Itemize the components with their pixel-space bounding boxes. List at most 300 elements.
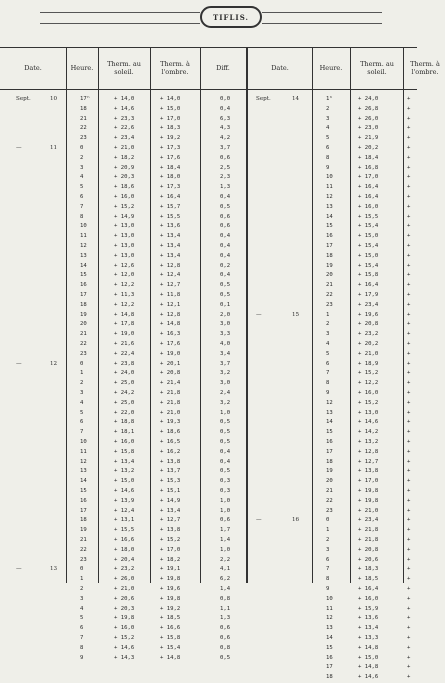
cell-hour: 14 [326, 635, 333, 641]
cell-therm-soleil: + 16,0 [358, 390, 379, 396]
cell-therm-soleil: + 19,6 [358, 311, 379, 318]
table-row [0, 320, 417, 330]
cell-therm-soleil: + 12,7 [358, 458, 379, 465]
cell-hour: 3 [80, 595, 84, 602]
cell-therm-ombre: + 17,6 [160, 154, 181, 161]
table-row [0, 428, 417, 438]
cell-therm-soleil: + 15,4 [358, 223, 379, 230]
cell-therm-soleil: + 23,4 [358, 301, 379, 308]
header-therm-soleil-right: Therm. au soleil. [360, 60, 394, 76]
cell-therm-soleil: + 21,8 [358, 527, 379, 534]
cell-hour: 1ʰ [326, 96, 333, 102]
ornament-right [262, 12, 382, 24]
cell-hour: 8 [326, 380, 330, 387]
cell-diff: 0,5 [220, 468, 231, 475]
cell-therm-soleil: + 16,0 [114, 439, 135, 445]
cell-hour: 22 [326, 292, 333, 298]
cell-therm-soleil: + 20,6 [114, 595, 135, 602]
cell-therm-soleil: + 12,6 [114, 262, 135, 269]
cell-therm-soleil: + 14,8 [114, 311, 135, 318]
cell-therm-soleil: + 13,0 [114, 243, 135, 249]
cell-therm-soleil: + 12,8 [358, 448, 379, 455]
cell-hour: 12 [326, 399, 333, 406]
header-bottom-rule [0, 89, 417, 90]
cell-therm-soleil: + 15,0 [358, 252, 379, 259]
cell-diff: 0,4 [220, 252, 231, 259]
table-row [0, 585, 417, 595]
cell-diff: 4,1 [220, 566, 231, 573]
cell-diff: 1,0 [220, 409, 231, 416]
cell-hour: 19 [80, 311, 87, 318]
cell-therm-ombre: + 14,0 [160, 96, 181, 102]
cell-diff: 6,2 [220, 576, 231, 583]
cell-therm-soleil: + 23,8 [114, 360, 135, 367]
cell-therm-soleil: + 19,8 [358, 497, 379, 504]
cell-therm-ombre-sign: + [407, 556, 411, 563]
cell-therm-soleil: + 17,9 [358, 292, 379, 298]
table-row [0, 95, 417, 105]
cell-hour: 15 [80, 272, 87, 279]
cell-hour: 11 [80, 233, 87, 240]
cell-day: 12 [50, 360, 58, 367]
cell-hour: 3 [80, 390, 84, 396]
cell-therm-soleil: + 16,4 [358, 184, 379, 191]
cell-therm-soleil: + 22,6 [114, 125, 135, 132]
cell-therm-soleil: + 23,0 [358, 125, 379, 132]
table-row [0, 467, 417, 477]
cell-therm-soleil: + 16,0 [358, 203, 379, 210]
cell-diff: 0,6 [220, 517, 231, 524]
cell-hour: 14 [80, 478, 87, 485]
cell-therm-soleil: + 14,9 [114, 213, 135, 220]
cell-therm-ombre: + 18,0 [160, 174, 181, 181]
cell-hour: 21 [80, 331, 87, 338]
cell-month: — [16, 145, 22, 151]
cell-therm-ombre-sign: + [407, 635, 411, 641]
cell-therm-ombre-sign: + [407, 576, 411, 583]
cell-therm-soleil: + 14,6 [358, 674, 379, 681]
cell-therm-ombre-sign: + [407, 429, 411, 436]
cell-therm-soleil: + 12,2 [114, 301, 135, 308]
cell-month: Sept. [256, 96, 271, 102]
cell-hour: 10 [80, 439, 87, 445]
cell-hour: 15 [326, 644, 333, 651]
cell-diff: 0,4 [220, 448, 231, 455]
header-top-rule [0, 47, 417, 48]
cell-therm-ombre: + 16,5 [160, 439, 181, 445]
page-title: TIFLIS. [200, 6, 262, 28]
cell-hour: 9 [80, 654, 84, 661]
cell-therm-ombre: + 17,6 [160, 341, 181, 347]
cell-hour: 16 [80, 497, 87, 504]
cell-therm-soleil: + 19,8 [358, 488, 379, 494]
table-row [0, 242, 417, 252]
cell-therm-soleil: + 12,4 [114, 507, 135, 514]
table-row [0, 614, 417, 624]
cell-hour: 4 [80, 399, 84, 406]
cell-therm-ombre: + 16,6 [160, 625, 181, 632]
cell-therm-soleil: + 19,0 [114, 331, 135, 338]
cell-therm-soleil: + 14,6 [114, 105, 135, 112]
cell-hour: 21 [326, 488, 333, 494]
cell-therm-soleil: + 11,3 [114, 292, 135, 298]
header-therm-ombre-right: Therm. à l'ombre. [410, 60, 440, 76]
cell-therm-ombre-sign: + [407, 625, 411, 632]
cell-therm-ombre: + 20,1 [160, 360, 181, 367]
cell-therm-ombre: + 13,4 [160, 252, 181, 259]
cell-therm-soleil: + 26,8 [358, 105, 379, 112]
table-row [0, 369, 417, 379]
cell-diff: 1,7 [220, 527, 231, 534]
cell-hour: 0 [80, 360, 84, 367]
cell-therm-ombre: + 15,7 [160, 203, 181, 210]
cell-therm-soleil: + 13,0 [114, 223, 135, 230]
cell-therm-ombre-sign: + [407, 135, 411, 142]
cell-hour: 1 [326, 311, 330, 318]
cell-therm-soleil: + 22,4 [114, 350, 135, 357]
cell-therm-soleil: + 17,0 [358, 478, 379, 485]
cell-hour: 18 [80, 105, 87, 112]
cell-hour: 4 [326, 341, 330, 347]
cell-therm-ombre: + 21,0 [160, 409, 181, 416]
cell-hour: 16 [326, 439, 333, 445]
header-therm-soleil: Therm. au soleil. [107, 60, 141, 76]
table-row [0, 144, 417, 154]
cell-hour: 17 [326, 243, 333, 249]
cell-therm-soleil: + 26,0 [358, 115, 379, 122]
cell-therm-ombre-sign: + [407, 154, 411, 161]
cell-therm-soleil: + 16,4 [358, 194, 379, 200]
cell-day: 14 [292, 96, 300, 102]
cell-therm-soleil: + 15,2 [114, 203, 135, 210]
cell-therm-ombre-sign: + [407, 644, 411, 651]
cell-hour: 23 [80, 135, 87, 142]
cell-day: 16 [292, 517, 300, 524]
cell-therm-soleil: + 21,0 [358, 507, 379, 514]
cell-hour: 13 [326, 409, 333, 416]
cell-hour: 4 [326, 125, 330, 132]
cell-hour: 2 [326, 537, 330, 543]
cell-diff: 0,6 [220, 223, 231, 230]
table-row [0, 605, 417, 615]
cell-therm-ombre-sign: + [407, 546, 411, 553]
cell-hour: 23 [80, 350, 87, 357]
table-row [0, 203, 417, 213]
table-row [0, 507, 417, 517]
cell-therm-soleil: + 13,2 [358, 439, 379, 445]
cell-month: Sept. [16, 96, 31, 102]
cell-hour: 4 [80, 174, 84, 181]
cell-diff: 1,1 [220, 605, 231, 612]
cell-therm-soleil: + 18,9 [358, 360, 379, 367]
cell-diff: 2,5 [220, 164, 231, 171]
cell-therm-ombre-sign: + [407, 439, 411, 445]
cell-diff: 3,0 [220, 321, 231, 328]
cell-hour: 21 [80, 115, 87, 122]
cell-hour: 11 [80, 448, 87, 455]
cell-diff: 1,4 [220, 586, 231, 592]
cell-therm-ombre-sign: + [407, 497, 411, 504]
table-row [0, 105, 417, 115]
table-row [0, 516, 417, 526]
cell-therm-soleil: + 24,0 [114, 370, 135, 377]
cell-therm-ombre: + 13,6 [160, 223, 181, 230]
cell-therm-soleil: + 20,2 [358, 145, 379, 151]
cell-therm-ombre-sign: + [407, 468, 411, 475]
cell-therm-soleil: + 13,1 [114, 517, 135, 524]
cell-therm-ombre-sign: + [407, 341, 411, 347]
cell-therm-soleil: + 14,0 [114, 96, 135, 102]
table-row [0, 644, 417, 654]
cell-therm-ombre-sign: + [407, 409, 411, 416]
cell-diff: 0,3 [220, 488, 231, 494]
cell-hour: 16 [326, 654, 333, 661]
table-row [0, 497, 417, 507]
cell-diff: 2,4 [220, 390, 231, 396]
cell-hour: 8 [326, 576, 330, 583]
cell-therm-ombre: + 16,2 [160, 448, 181, 455]
cell-therm-soleil: + 24,2 [114, 390, 135, 396]
table-row [0, 389, 417, 399]
table-row [0, 360, 417, 370]
cell-therm-ombre-sign: + [407, 125, 411, 132]
cell-diff: 0,5 [220, 292, 231, 298]
cell-day: 13 [50, 566, 58, 573]
cell-hour: 13 [326, 203, 333, 210]
cell-hour: 22 [80, 125, 87, 132]
cell-therm-soleil: + 17,8 [114, 321, 135, 328]
cell-hour: 7 [80, 429, 84, 436]
cell-hour: 23 [326, 301, 333, 308]
table-row [0, 340, 417, 350]
cell-diff: 0,3 [220, 478, 231, 485]
cell-hour: 19 [80, 527, 87, 534]
cell-therm-soleil: + 16,0 [358, 595, 379, 602]
cell-therm-ombre: + 21,4 [160, 380, 181, 387]
cell-therm-ombre: + 15,2 [160, 537, 181, 543]
cell-hour: 22 [326, 497, 333, 504]
table-row [0, 536, 417, 546]
header-diff: Diff. [216, 64, 230, 72]
table-row [0, 565, 417, 575]
cell-diff: 6,3 [220, 115, 231, 122]
cell-diff: 1,4 [220, 537, 231, 543]
cell-diff: 4,2 [220, 135, 231, 142]
cell-hour: 9 [326, 586, 330, 592]
cell-therm-ombre-sign: + [407, 615, 411, 622]
cell-therm-ombre-sign: + [407, 586, 411, 592]
cell-therm-ombre-sign: + [407, 331, 411, 338]
cell-therm-soleil: + 22,0 [114, 409, 135, 416]
cell-therm-ombre: + 15,4 [160, 644, 181, 651]
cell-therm-soleil: + 23,4 [114, 135, 135, 142]
cell-hour: 0 [80, 145, 84, 151]
table-row [0, 183, 417, 193]
cell-therm-soleil: + 13,3 [358, 635, 379, 641]
cell-therm-ombre: + 18,3 [160, 125, 181, 132]
table-row [0, 193, 417, 203]
cell-therm-soleil: + 15,4 [358, 243, 379, 249]
cell-therm-ombre: + 13,7 [160, 468, 181, 475]
cell-therm-ombre: + 15,8 [160, 635, 181, 641]
cell-diff: 1,3 [220, 184, 231, 191]
cell-therm-soleil: + 14,3 [114, 654, 135, 661]
cell-hour: 22 [80, 341, 87, 347]
header-therm-ombre: Therm. à l'ombre. [160, 60, 190, 76]
cell-therm-ombre-sign: + [407, 184, 411, 191]
cell-therm-ombre-sign: + [407, 233, 411, 240]
cell-diff: 3,3 [220, 331, 231, 338]
cell-diff: 0,5 [220, 654, 231, 661]
cell-hour: 17ʰ [80, 96, 91, 102]
cell-diff: 0,4 [220, 272, 231, 279]
table-row [0, 673, 417, 683]
cell-diff: 0,4 [220, 243, 231, 249]
table-row [0, 409, 417, 419]
cell-hour: 10 [326, 174, 333, 181]
cell-month: — [16, 566, 22, 573]
cell-therm-soleil: + 14,2 [358, 429, 379, 436]
cell-therm-soleil: + 13,0 [114, 233, 135, 240]
cell-therm-ombre-sign: + [407, 390, 411, 396]
table-row [0, 281, 417, 291]
table-row [0, 575, 417, 585]
cell-therm-ombre-sign: + [407, 527, 411, 534]
cell-month: — [256, 517, 262, 524]
cell-therm-ombre-sign: + [407, 360, 411, 367]
cell-therm-soleil: + 14,6 [358, 419, 379, 426]
cell-therm-soleil: + 13,2 [114, 468, 135, 475]
cell-therm-soleil: + 20,3 [114, 174, 135, 181]
cell-therm-soleil: + 15,8 [114, 448, 135, 455]
cell-therm-soleil: + 14,6 [114, 644, 135, 651]
cell-diff: 0,5 [220, 439, 231, 445]
cell-therm-ombre: + 15,0 [160, 105, 181, 112]
cell-hour: 13 [80, 252, 87, 259]
cell-therm-soleil: + 15,2 [358, 370, 379, 377]
cell-diff: 4,3 [220, 125, 231, 132]
table-row [0, 213, 417, 223]
table-row [0, 477, 417, 487]
cell-therm-ombre: + 16,3 [160, 331, 181, 338]
cell-therm-soleil: + 21,0 [114, 145, 135, 151]
cell-therm-soleil: + 20,8 [358, 321, 379, 328]
cell-therm-soleil: + 12,2 [114, 282, 135, 289]
cell-therm-ombre: + 12,8 [160, 311, 181, 318]
cell-hour: 6 [326, 556, 330, 563]
table-row [0, 222, 417, 232]
cell-hour: 8 [80, 644, 84, 651]
cell-hour: 23 [80, 556, 87, 563]
cell-therm-ombre-sign: + [407, 145, 411, 151]
cell-therm-soleil: + 15,0 [358, 233, 379, 240]
table-row [0, 115, 417, 125]
cell-hour: 3 [80, 164, 84, 171]
cell-diff: 0,0 [220, 96, 231, 102]
cell-hour: 13 [326, 625, 333, 632]
cell-hour: 19 [326, 468, 333, 475]
cell-therm-soleil: + 18,4 [358, 154, 379, 161]
cell-therm-ombre: + 17,3 [160, 145, 181, 151]
cell-diff: 0,4 [220, 194, 231, 200]
cell-diff: 0,6 [220, 154, 231, 161]
cell-day: 10 [50, 96, 58, 102]
cell-hour: 11 [326, 605, 333, 612]
cell-therm-soleil: + 21,9 [358, 135, 379, 142]
cell-diff: 1,3 [220, 615, 231, 622]
cell-therm-soleil: + 16,0 [114, 625, 135, 632]
cell-month: — [16, 360, 22, 367]
cell-hour: 10 [326, 595, 333, 602]
cell-hour: 3 [326, 115, 330, 122]
cell-therm-ombre: + 21,8 [160, 399, 181, 406]
cell-hour: 5 [80, 615, 84, 622]
cell-therm-ombre-sign: + [407, 203, 411, 210]
cell-hour: 18 [326, 252, 333, 259]
cell-diff: 1,0 [220, 507, 231, 514]
cell-hour: 1 [80, 576, 84, 583]
cell-therm-ombre-sign: + [407, 164, 411, 171]
cell-day: 15 [292, 311, 300, 318]
cell-therm-ombre: + 12,7 [160, 517, 181, 524]
cell-diff: 0,4 [220, 233, 231, 240]
cell-therm-soleil: + 19,8 [114, 615, 135, 622]
table-row [0, 134, 417, 144]
cell-hour: 7 [326, 370, 330, 377]
cell-hour: 23 [326, 507, 333, 514]
cell-therm-soleil: + 13,6 [358, 615, 379, 622]
cell-therm-soleil: + 23,2 [114, 566, 135, 573]
cell-therm-soleil: + 20,6 [358, 556, 379, 563]
cell-hour: 6 [80, 625, 84, 632]
cell-therm-ombre-sign: + [407, 674, 411, 681]
cell-therm-soleil: + 18,6 [114, 184, 135, 191]
cell-therm-ombre-sign: + [407, 350, 411, 357]
cell-hour: 6 [80, 419, 84, 426]
cell-therm-ombre-sign: + [407, 282, 411, 289]
cell-hour: 21 [326, 282, 333, 289]
table-row [0, 595, 417, 605]
cell-hour: 15 [326, 429, 333, 436]
table-row [0, 173, 417, 183]
cell-therm-ombre: + 14,8 [160, 321, 181, 328]
cell-therm-ombre-sign: + [407, 262, 411, 269]
cell-hour: 15 [80, 488, 87, 494]
cell-hour: 13 [80, 468, 87, 475]
cell-therm-soleil: + 12,2 [358, 380, 379, 387]
cell-therm-soleil: + 13,4 [358, 625, 379, 632]
cell-therm-ombre: + 12,8 [160, 262, 181, 269]
table-row [0, 262, 417, 272]
cell-hour: 17 [80, 507, 87, 514]
cell-therm-ombre: + 15,1 [160, 488, 181, 494]
table-row [0, 311, 417, 321]
cell-therm-ombre-sign: + [407, 213, 411, 220]
cell-therm-ombre-sign: + [407, 174, 411, 181]
table-row [0, 526, 417, 536]
cell-therm-soleil: + 15,8 [358, 272, 379, 279]
table-row [0, 438, 417, 448]
cell-therm-ombre: + 13,8 [160, 458, 181, 465]
cell-therm-soleil: + 13,4 [114, 458, 135, 465]
table-row [0, 624, 417, 634]
cell-therm-ombre: + 16,4 [160, 194, 181, 200]
cell-hour: 20 [80, 321, 87, 328]
cell-therm-soleil: + 23,3 [114, 115, 135, 122]
cell-therm-soleil: + 20,4 [114, 556, 135, 563]
cell-diff: 3,2 [220, 370, 231, 377]
cell-hour: 5 [326, 135, 330, 142]
